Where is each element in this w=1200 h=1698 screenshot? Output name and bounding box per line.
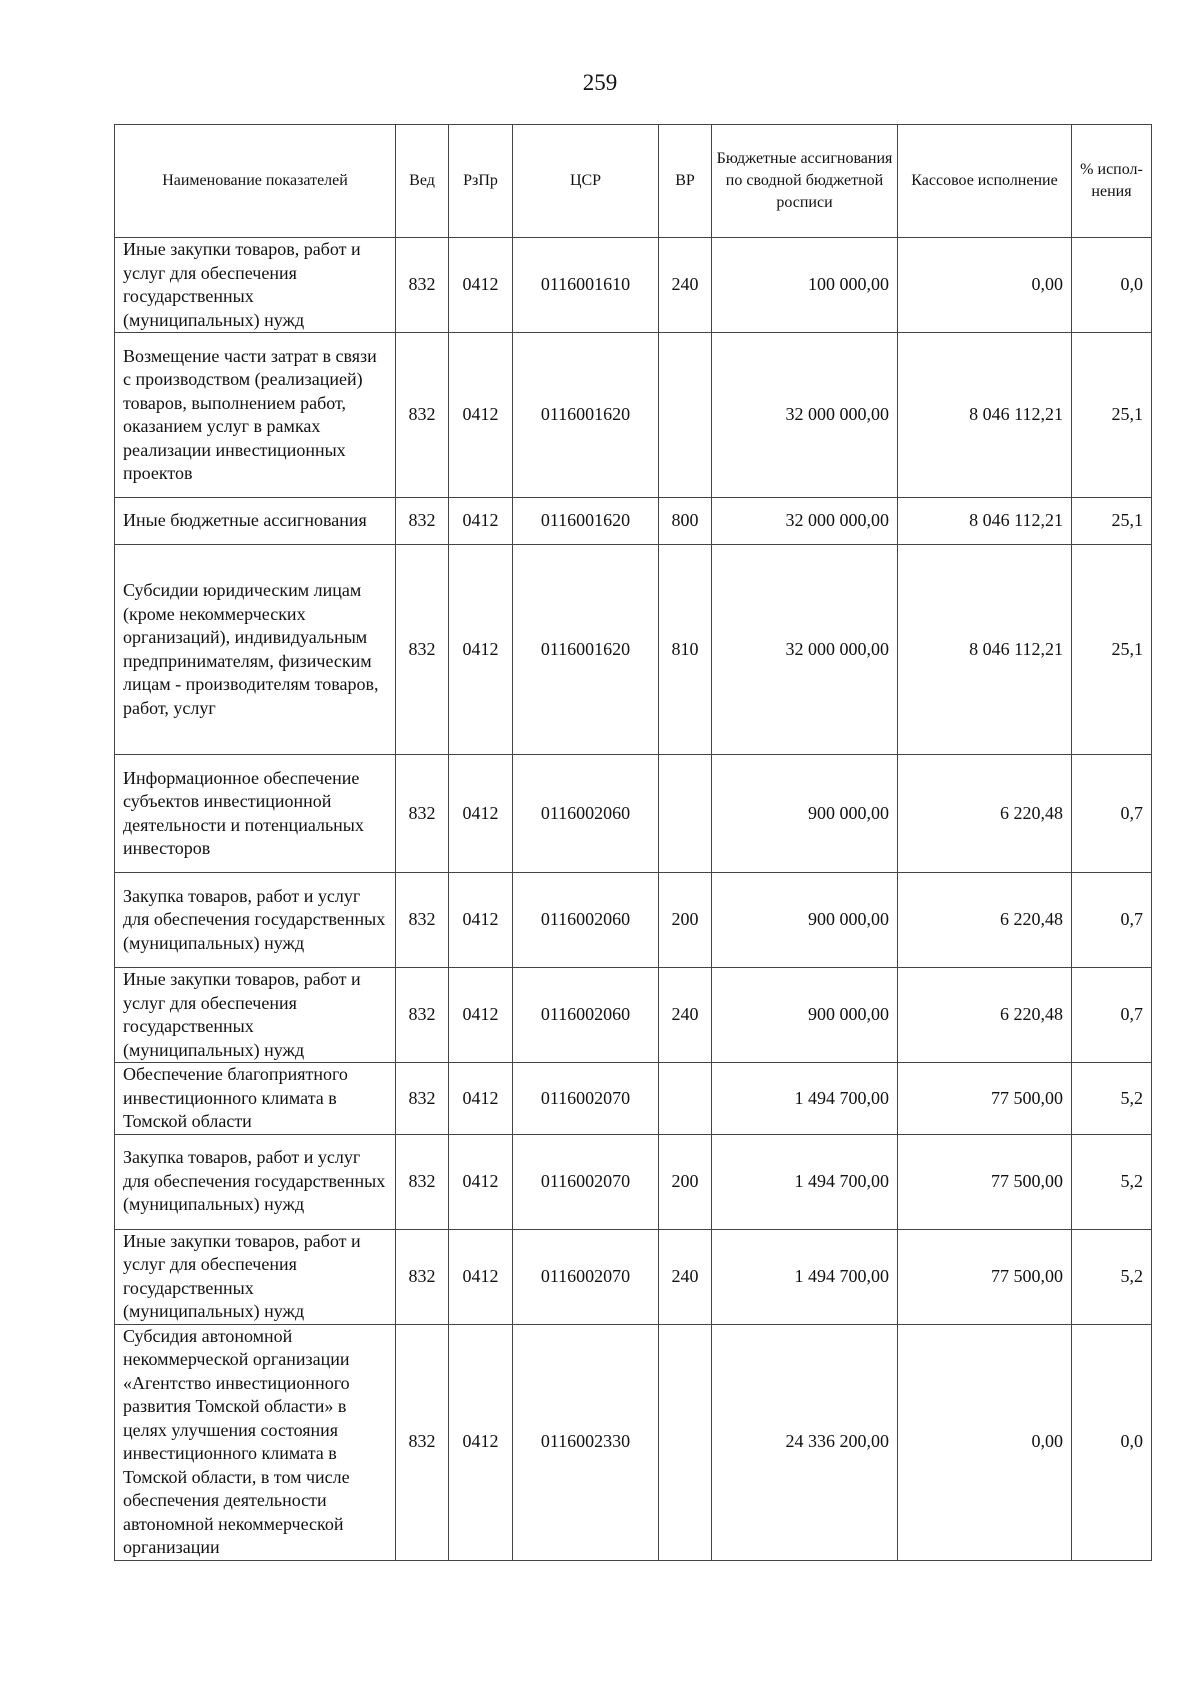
cell-csr: 0116002070 (513, 1134, 659, 1229)
cell-cash: 77 500,00 (898, 1229, 1072, 1324)
cell-cash: 6 220,48 (898, 755, 1072, 873)
cell-name: Субсидия автономной некоммерческой организации «Агентство инвестиционного развития Томской области» в целях улучшения состояния инвестиционного климата в Томской области, в том числе обеспечения деятельности автономной некоммерческой организации (115, 1324, 396, 1560)
cell-csr: 0116001620 (513, 545, 659, 755)
cell-budget: 24 336 200,00 (712, 1324, 898, 1560)
cell-percent: 0,7 (1072, 755, 1152, 873)
cell-budget: 1 494 700,00 (712, 1229, 898, 1324)
cell-vr: 800 (659, 498, 712, 545)
cell-cash: 77 500,00 (898, 1134, 1072, 1229)
cell-budget: 1 494 700,00 (712, 1134, 898, 1229)
cell-ved: 832 (396, 755, 449, 873)
table-row (115, 333, 1152, 498)
cell-vr (659, 1324, 712, 1560)
header-ved: Вед (396, 125, 449, 238)
cell-rzpr: 0412 (449, 498, 513, 545)
cell-percent: 0,0 (1072, 238, 1152, 333)
header-name: Наименование показателей (115, 125, 396, 238)
cell-vr: 240 (659, 238, 712, 333)
cell-vr: 240 (659, 1229, 712, 1324)
cell-cash: 8 046 112,21 (898, 498, 1072, 545)
cell-csr: 0116001620 (513, 333, 659, 498)
cell-name: Субсидии юридическим лицам (кроме некоммерческих организаций), индивидуальным предпринимателям, физическим лицам - производителям товаров, работ, услуг (115, 545, 396, 755)
cell-ved: 832 (396, 545, 449, 755)
cell-percent: 0,7 (1072, 968, 1152, 1063)
cell-csr: 0116001610 (513, 238, 659, 333)
cell-rzpr: 0412 (449, 333, 513, 498)
cell-rzpr: 0412 (449, 1229, 513, 1324)
budget-table (114, 124, 1152, 1561)
cell-csr: 0116002060 (513, 873, 659, 968)
cell-budget: 900 000,00 (712, 873, 898, 968)
header-csr: ЦСР (513, 125, 659, 238)
cell-vr: 200 (659, 873, 712, 968)
cell-vr: 810 (659, 545, 712, 755)
cell-csr: 0116002060 (513, 755, 659, 873)
table-row (115, 1134, 1152, 1229)
page-number: 259 (582, 70, 618, 95)
cell-rzpr: 0412 (449, 238, 513, 333)
cell-cash: 8 046 112,21 (898, 545, 1072, 755)
cell-percent: 5,2 (1072, 1063, 1152, 1135)
cell-cash: 6 220,48 (898, 873, 1072, 968)
cell-csr: 0116002060 (513, 968, 659, 1063)
header-vr: ВР (659, 125, 712, 238)
cell-ved: 832 (396, 333, 449, 498)
table-row (115, 238, 1152, 333)
cell-vr: 200 (659, 1134, 712, 1229)
cell-rzpr: 0412 (449, 968, 513, 1063)
cell-vr: 240 (659, 968, 712, 1063)
cell-vr (659, 755, 712, 873)
cell-rzpr: 0412 (449, 755, 513, 873)
cell-percent: 25,1 (1072, 545, 1152, 755)
cell-budget: 32 000 000,00 (712, 498, 898, 545)
cell-ved: 832 (396, 1134, 449, 1229)
table-row (115, 545, 1152, 755)
cell-csr: 0116001620 (513, 498, 659, 545)
table-body (115, 238, 1152, 1561)
cell-ved: 832 (396, 498, 449, 545)
cell-budget: 900 000,00 (712, 968, 898, 1063)
cell-csr: 0116002330 (513, 1324, 659, 1560)
cell-budget: 32 000 000,00 (712, 545, 898, 755)
table-row (115, 1324, 1152, 1560)
cell-budget: 900 000,00 (712, 755, 898, 873)
cell-rzpr: 0412 (449, 1063, 513, 1135)
cell-ved: 832 (396, 873, 449, 968)
header-percent: % испол-нения (1072, 125, 1152, 238)
cell-percent: 0,0 (1072, 1324, 1152, 1560)
cell-ved: 832 (396, 968, 449, 1063)
cell-percent: 25,1 (1072, 333, 1152, 498)
table-row (115, 498, 1152, 545)
cell-name: Иные закупки товаров, работ и услуг для обеспечения государственных (муниципальных) нужд (115, 968, 396, 1063)
table-row (115, 873, 1152, 968)
cell-cash: 0,00 (898, 238, 1072, 333)
cell-name: Закупка товаров, работ и услуг для обеспечения государственных (муниципальных) нужд (115, 873, 396, 968)
header-rzpr: РзПр (449, 125, 513, 238)
cell-name: Иные закупки товаров, работ и услуг для обеспечения государственных (муниципальных) нужд (115, 1229, 396, 1324)
table-row (115, 755, 1152, 873)
cell-cash: 6 220,48 (898, 968, 1072, 1063)
cell-name: Информационное обеспечение субъектов инвестиционной деятельности и потенциальных инвесторов (115, 755, 396, 873)
cell-budget: 100 000,00 (712, 238, 898, 333)
cell-rzpr: 0412 (449, 545, 513, 755)
cell-name: Обеспечение благоприятного инвестиционного климата в Томской области (115, 1063, 396, 1135)
cell-cash: 0,00 (898, 1324, 1072, 1560)
cell-name: Закупка товаров, работ и услуг для обеспечения государственных (муниципальных) нужд (115, 1134, 396, 1229)
cell-rzpr: 0412 (449, 873, 513, 968)
cell-name: Иные бюджетные ассигнования (115, 498, 396, 545)
table-row (115, 1229, 1152, 1324)
cell-ved: 832 (396, 1063, 449, 1135)
cell-name: Иные закупки товаров, работ и услуг для обеспечения государственных (муниципальных) нужд (115, 238, 396, 333)
cell-name: Возмещение части затрат в связи с производством (реализацией) товаров, выполнением работ, оказанием услуг в рамках реализации инвестиционных проектов (115, 333, 396, 498)
cell-ved: 832 (396, 1229, 449, 1324)
cell-percent: 5,2 (1072, 1134, 1152, 1229)
cell-ved: 832 (396, 1324, 449, 1560)
cell-percent: 25,1 (1072, 498, 1152, 545)
cell-cash: 77 500,00 (898, 1063, 1072, 1135)
cell-csr: 0116002070 (513, 1229, 659, 1324)
header-cash: Кассовое исполнение (898, 125, 1072, 238)
cell-vr (659, 1063, 712, 1135)
cell-percent: 0,7 (1072, 873, 1152, 968)
cell-budget: 32 000 000,00 (712, 333, 898, 498)
cell-csr: 0116002070 (513, 1063, 659, 1135)
cell-budget: 1 494 700,00 (712, 1063, 898, 1135)
cell-cash: 8 046 112,21 (898, 333, 1072, 498)
table-row (115, 968, 1152, 1063)
cell-rzpr: 0412 (449, 1324, 513, 1560)
cell-vr (659, 333, 712, 498)
cell-ved: 832 (396, 238, 449, 333)
header-budget: Бюджетные ассигнования по сводной бюджетной росписи (712, 125, 898, 238)
header-row (115, 125, 1152, 238)
cell-rzpr: 0412 (449, 1134, 513, 1229)
table-row (115, 1063, 1152, 1135)
cell-percent: 5,2 (1072, 1229, 1152, 1324)
